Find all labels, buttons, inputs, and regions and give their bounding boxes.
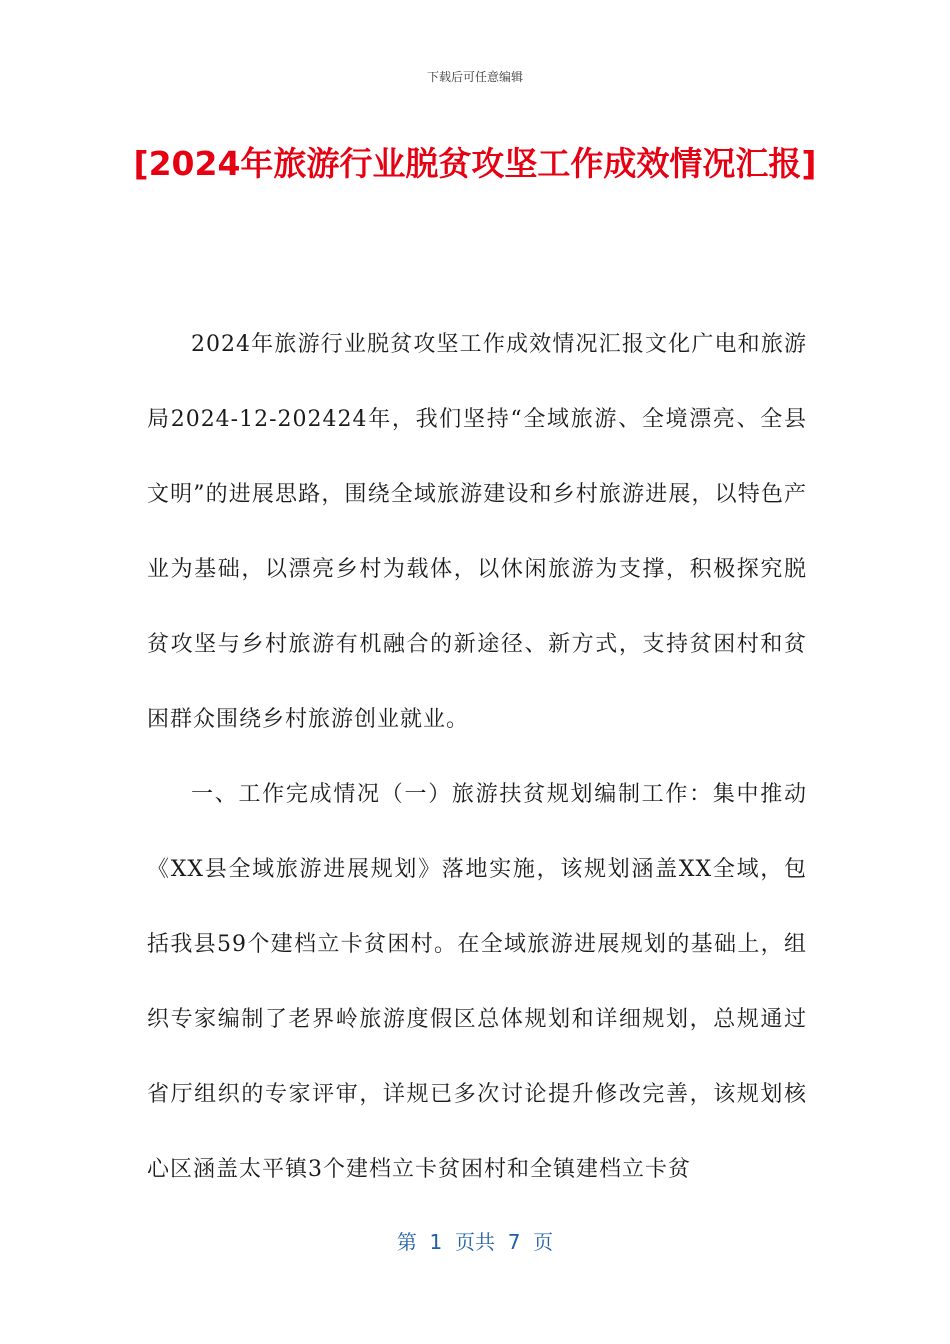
header-note: 下载后可任意编辑: [426, 70, 523, 84]
paragraph-section-one: 一、工作完成情况（一）旅游扶贫规划编制工作：集中推动《XX县全域旅游进展规划》落地实施，该规划涵盖XX全域，包括我县59个建档立卡贫困村。在全域旅游进展规划的基础上，组织专家编制了老界岭旅游度假区总体规划和详细规划，总规通过省厅组织的专家评审，详规已多次讨论提升修改完善，该规划核心区涵盖太平镇3个建档立卡贫困村和全镇建档立卡贫: [147, 782, 807, 1182]
page-number-label: 第 1 页共 7 页: [396, 1230, 554, 1254]
document-title: [2024年旅游行业脱贫攻坚工作成效情况汇报]: [133, 144, 817, 183]
page-number: [0, 1226, 950, 1255]
document-body: [147, 307, 807, 1207]
paragraph-intro: 2024年旅游行业脱贫攻坚工作成效情况汇报文化广电和旅游局2024-12-202424年，我们坚持“全域旅游、全境漂亮、全县文明”的进展思路，围绕全域旅游建设和乡村旅游进展，以特色产业为基础，以漂亮乡村为载体，以休闲旅游为支撑，积极探究脱贫攻坚与乡村旅游有机融合的新途径、新方式，支持贫困村和贫困群众围绕乡村旅游创业就业。: [147, 332, 807, 732]
